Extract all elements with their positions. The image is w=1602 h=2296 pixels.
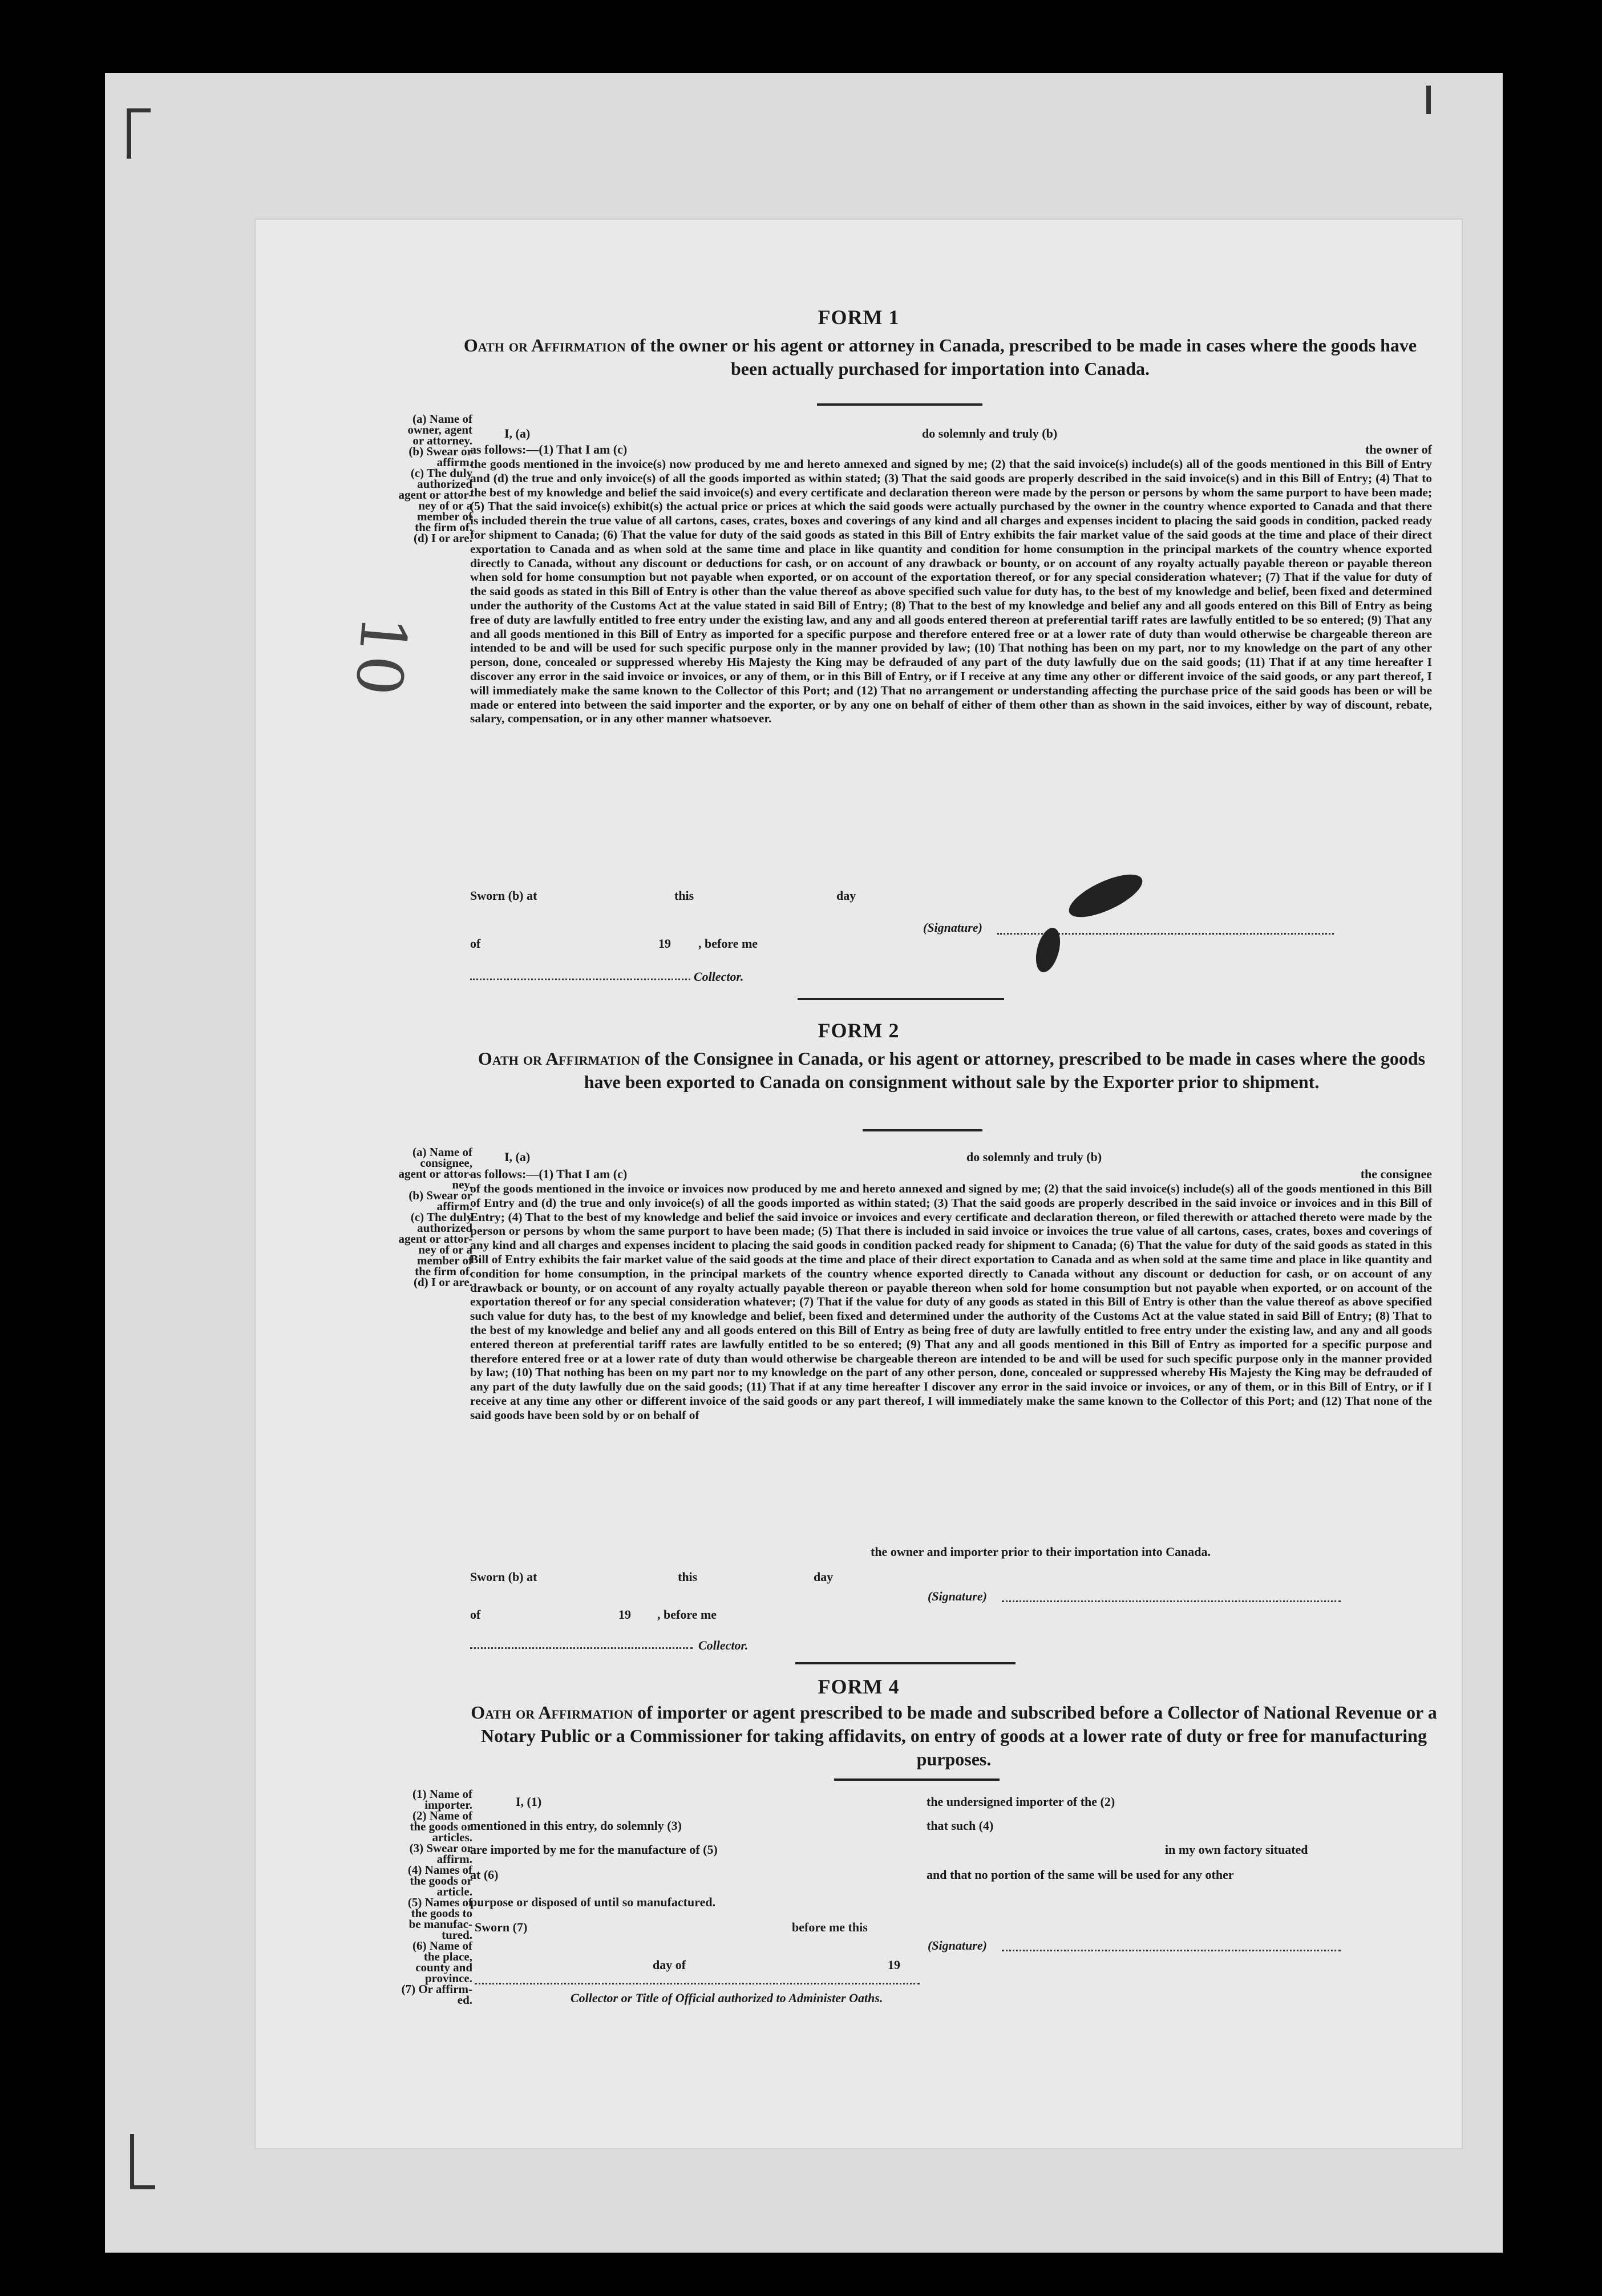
form1-margin-note: the firm of. — [415, 520, 472, 534]
form4-l5-right: and that no portion of the same will be used for any other — [927, 1867, 1234, 1882]
form1-heading-rest: of the owner or his agent or attorney in Canada, prescribed to be made in cases where the goods have been actually purchased for importation into Canada. — [625, 335, 1417, 379]
form1-nineteen: 19 — [658, 936, 671, 951]
form4-l2-left: mentioned in this entry, do solemnly (3) — [470, 1818, 682, 1833]
form2-heading — [467, 1047, 1437, 1094]
handwritten-page-number: 10 — [341, 612, 421, 699]
form4-l1-left: I, (1) — [516, 1794, 542, 1809]
form2-body: of the goods mentioned in the invoice or invoices now produced by me and hereto annexed and signed by me; (2) that the said invoice(s) include(s) all of the goods mentioned in this Bill of Entry and (d) the true and only invoice(s) of all the goods imported as within stated; (3) That the said goods are properly described in the said invoice or invoices and in this Bill of Entry; (4) That to the best of my knowledge and belief the said invoice or invoices and every certificate and declaration thereon, or filed therewith or attached thereto were made by the person or persons by whom the same purport to have been made; (5) That there is included in said invoice or invoices the true value of all cartons, cases, crates, boxes and coverings of any kind and all charges and expenses incident to placing the said goods in condition packed ready for shipment to Canada; (6) That the value for duty of the said goods as stated in this Bill of Entry exhibits the fair market value of the said goods at the time and place of their direct exportation to Canada and as when sold at the same time and place in like quantity and condition for home consumption, in the principal markets of the country whence exported directly to Canada without any discount or deduction for cash, or on account of any drawback or bounty, or on account of any royalty actually payable thereon or payable thereon when sold for home consumption but not payable when exported, or on account of the exportation thereof or for any special consideration whatever; (7) That if the value for duty of any goods as stated in this Bill of Entry is other than the value thereof as above specified such value for duty has, to the best of my knowledge and belief, been fixed and determined under the authority of the Customs Act at the value stated in said Bill of Entry; (8) That to the best of my knowledge and belief any and all goods entered on this Bill of Entry as being free of duty are lawfully entitled to free entry under the existing law, and any and all goods entered thereon at preferential tariff rates are lawfully entitled to be so entered; (9) That any and all goods mentioned in this Bill of Entry as imported for a specific purpose and therefore entered free or at a lower rate of duty than would otherwise be chargeable thereon are intended to be and will be used for such specific purpose only in the manner provided by law; (10) That nothing has been on my part nor to my knowledge on the part of any other person, done, concealed or suppressed whereby His Majesty the King may be defrauded of any part of the duty lawfully due on the said goods; (11) That if at any time hereafter I discover any error in the said invoice or invoices, or any of them, or in this Bill of Entry, or if I receive at any time any other or different invoice of the said goods or any part thereof, I will immediately make the same known to the Collector of this Port; and (12) That none of the said goods have been sold by or on behalf of — [470, 1182, 1432, 1422]
form2-bottom-rule — [795, 1662, 1016, 1664]
form2-title: FORM 2 — [818, 1019, 900, 1042]
form1-this: this — [674, 888, 694, 903]
form1-heading — [450, 334, 1431, 381]
form2-margin-note: ney of or a — [418, 1243, 472, 1256]
form4-rule — [834, 1778, 1000, 1781]
form1-bottom-rule — [798, 998, 1004, 1000]
form4-margin-note: article. — [436, 1885, 472, 1898]
form1-heading-smallcaps: Oath or Affirmation — [463, 335, 626, 355]
form4-margin-note: the goods to — [411, 1906, 472, 1920]
form4-margin-note: the goods or — [410, 1874, 472, 1887]
form2-heading-smallcaps: Oath or Affirmation — [478, 1048, 640, 1069]
form1-margin-note: or attorney. — [412, 434, 472, 447]
form4-margin-note: (2) Name of — [412, 1809, 472, 1822]
form4-l2-right: that such (4) — [927, 1818, 994, 1833]
crop-mark-bottom-left-horizontal — [130, 2185, 155, 2189]
form2-line-consignee: the consignee — [1360, 1167, 1432, 1181]
form4-before-me-this: before me this — [792, 1920, 868, 1934]
form2-collector-line — [470, 1647, 693, 1649]
form4-margin-note: the place, — [423, 1950, 472, 1963]
form4-l5-left: at (6) — [470, 1867, 499, 1882]
form2-day: day — [814, 1570, 834, 1584]
form2-of: of — [470, 1607, 481, 1622]
form2-signature-label: (Signature) — [928, 1589, 987, 1603]
form4-signature-line — [1002, 1950, 1341, 1951]
form4-margin-note: (1) Name of — [412, 1787, 472, 1801]
form1-of: of — [470, 936, 481, 951]
crop-mark-top-left-vertical — [127, 108, 131, 159]
form1-sworn: Sworn (b) at — [470, 888, 537, 903]
form1-signature-label: (Signature) — [923, 920, 982, 935]
form2-margin-note: member of — [417, 1254, 472, 1267]
form4-margin-note: affirm. — [436, 1852, 472, 1866]
form4-margin-note: (7) Or affirm- — [401, 1982, 472, 1996]
form4-margin-note: tured. — [442, 1928, 472, 1942]
form1-day: day — [836, 888, 856, 903]
form4-sworn: Sworn (7) — [475, 1920, 528, 1934]
form2-margin-note: agent or attor- — [398, 1167, 472, 1181]
crop-mark-bottom-left-vertical — [130, 2134, 134, 2189]
form2-before-me: , before me — [657, 1607, 717, 1622]
form2-margin-note: (c) The duly — [410, 1210, 472, 1224]
form4-margin-notes — [364, 1789, 472, 2006]
form1-margin-note: member of — [417, 510, 472, 523]
form1-rule — [817, 403, 982, 406]
form2-line-i: I, (a) — [504, 1150, 531, 1164]
form1-line-solemnly: do solemnly and truly (b) — [922, 426, 1058, 440]
form2-signature-line — [1002, 1600, 1341, 1602]
crop-mark-top-right — [1426, 86, 1431, 114]
form4-l4-left: are imported by me for the manufacture of (5) — [470, 1842, 718, 1857]
form2-margin-note: consignee, — [420, 1156, 472, 1170]
form1-margin-note: agent or attor- — [398, 488, 472, 502]
form4-margin-note: (4) Names of — [407, 1863, 472, 1877]
form4-margin-note: county and — [415, 1961, 472, 1974]
form2-nineteen: 19 — [618, 1607, 631, 1622]
form1-margin-note: (a) Name of — [412, 412, 472, 426]
form2-margin-notes — [364, 1147, 472, 1288]
form2-margin-note: (a) Name of — [412, 1145, 472, 1159]
form1-margin-note: (d) I or are. — [413, 531, 472, 545]
form1-margin-note: (c) The duly — [410, 466, 472, 480]
form4-margin-note: the goods or — [410, 1820, 472, 1833]
form2-rule — [863, 1129, 982, 1131]
form4-l1-right: the undersigned importer of the (2) — [927, 1794, 1115, 1809]
form2-this: this — [678, 1570, 698, 1584]
form4-margin-note: be manufac- — [408, 1917, 472, 1931]
form4-l3-right: in my own factory situated — [1165, 1842, 1308, 1857]
form1-margin-note: (b) Swear or — [408, 444, 472, 458]
form2-margin-note: ney. — [452, 1178, 472, 1191]
form4-margin-note: (6) Name of — [412, 1939, 472, 1953]
form4-margin-note: importer. — [424, 1798, 472, 1812]
form4-margin-note: ed. — [457, 1993, 472, 2007]
document-page — [256, 220, 1462, 2148]
form2-margin-note: affirm. — [436, 1199, 472, 1213]
form4-margin-note: articles. — [432, 1830, 472, 1844]
form2-heading-rest: of the Consignee in Canada, or his agent or attorney, prescribed to be made in cases where the goods have been exported to Canada on consignment without sale by the Exporter prior to shipment. — [584, 1048, 1426, 1092]
form4-heading-smallcaps: Oath or Affirmation — [471, 1702, 633, 1723]
ink-smudge — [1063, 866, 1148, 925]
form4-heading-rest: of importer or agent prescribed to be made and subscribed before a Collector of National Revenue or a Notary Public or a Commissioner for taking affidavits, on entry of goods at a lower rate of duty or free for manufacturing purposes. — [481, 1702, 1437, 1769]
form1-margin-note: ney of or a — [418, 499, 472, 512]
form2-line-asfollows: as follows:—(1) That I am (c) — [470, 1167, 628, 1181]
form1-collector: Collector. — [694, 969, 744, 984]
form4-margin-note: (5) Names of — [407, 1895, 472, 1909]
form1-line-asfollows: as follows:—(1) That I am (c) — [470, 442, 628, 456]
crop-mark-top-left-horizontal — [127, 108, 151, 112]
form1-before-me: , before me — [698, 936, 758, 951]
form1-line-owner: the owner of — [1365, 442, 1432, 456]
form2-margin-note: the firm of. — [415, 1264, 472, 1278]
form2-body-end: the owner and importer prior to their importation into Canada. — [871, 1545, 1211, 1559]
form1-margin-note: affirm. — [436, 455, 472, 469]
form4-heading — [469, 1701, 1439, 1771]
form2-sworn: Sworn (b) at — [470, 1570, 537, 1584]
form1-collector-line — [470, 979, 690, 980]
form4-margin-note: province. — [424, 1971, 472, 1985]
form2-margin-note: authorized — [417, 1221, 472, 1235]
form4-collector-title: Collector or Title of Official authorized to Administer Oaths. — [571, 1991, 883, 2005]
form1-line-i: I, (a) — [504, 426, 531, 440]
form1-margin-note: owner, agent — [407, 423, 472, 436]
form1-body: the goods mentioned in the invoice(s) now produced by me and hereto annexed and signed by me; (2) that the said invoice(s) include(s) all of the goods mentioned in this Bill of Entry and (d) the true and only invoice(s) of all the goods imported as within stated; (3) That the said goods are properly described in the said invoice(s) and in this Bill of Entry; (4) That to the best of my knowledge and belief the said invoice(s) and every certificate and declaration thereon were made by the person or persons by whom the same purport to have been made; (5) That the said invoice(s) exhibit(s) the actual price or prices at which the said goods were actually purchased by the owner in the country whence exported to Canada and that there is included therein the true value of all cartons, cases, crates, boxes and coverings of any kind and all charges and expenses incident to placing the said goods in condition, packed ready for shipment to Canada; (6) That the value for duty of the said goods as stated in this Bill of Entry exhibits the fair market value of the said goods at the time and place of their direct exportation to Canada and as when sold at the same time and place in like quantity and condition for home consumption in the principal markets of the country whence exported directly to Canada, without any discount or deductions for cash, or on account of any drawback or bounty, or on account of any royalty actually payable thereon or payable thereon when sold for home consumption but not payable when exported, or on account of the exportation thereof, or for any special consideration whatever; (7) That if the value for duty of the said goods as stated in this Bill of Entry is other than the value thereof as above specified such value for duty has, to the best of my knowledge and belief, been fixed and determined under the authority of the Customs Act at the value stated in said Bill of Entry; (8) That to the best of my knowledge and belief any and all goods entered on this Bill of Entry as being free of duty are lawfully entitled to free entry under the existing law, and any and all goods entered thereon at preferential tariff rates are lawfully entitled to be so entered; (9) That any and all goods mentioned in this Bill of Entry as imported for a specific purpose and therefore entered free or at a lower rate of duty than would otherwise be chargeable thereon are intended to be and will be used for such specific purpose only in the manner provided by law; (10) That nothing has been on my part, nor to my knowledge on the part of any other person, done, concealed or suppressed whereby His Majesty the King may be defrauded of any part of the duty lawfully due on the said goods; (11) That if at any time hereafter I discover any error in the said invoice or invoices, or any of them, or in this Bill of Entry, or if I receive at any time any other or different invoice of the said goods, or any part thereof, I will immediately make the same known to the Collector of this Port; and (12) That no arrangement or understanding affecting the purchase price of the said goods has been or will be made or entered into between the said importer and the exporter, or by any one on behalf of either of them other than as shown in the said invoices, either by way of discount, rebate, salary, compensation, or in any other manner whatsoever. — [470, 457, 1432, 726]
form4-l6-left: purpose or disposed of until so manufactured. — [470, 1895, 716, 1909]
form1-margin-notes — [364, 414, 472, 544]
form1-margin-note: authorized — [417, 477, 472, 491]
form2-line-solemnly: do solemnly and truly (b) — [966, 1150, 1102, 1164]
form4-title: FORM 4 — [818, 1675, 900, 1698]
form2-margin-note: (b) Swear or — [408, 1189, 472, 1202]
form4-margin-note: (3) Swear or — [409, 1841, 472, 1855]
form4-collector-line — [475, 1983, 920, 1984]
form2-margin-note: agent or attor- — [398, 1232, 472, 1246]
form4-nineteen: 19 — [888, 1958, 900, 1972]
form4-day-of: day of — [653, 1958, 686, 1972]
form2-margin-note: (d) I or are. — [413, 1275, 472, 1289]
form2-collector: Collector. — [698, 1638, 749, 1652]
form4-signature-label: (Signature) — [928, 1938, 987, 1953]
form1-title: FORM 1 — [818, 306, 900, 329]
